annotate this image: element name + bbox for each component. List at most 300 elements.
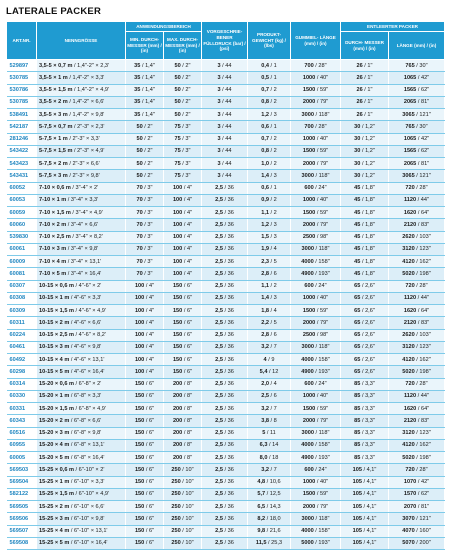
cell-e-durchmesser: 65 / 2,6" xyxy=(341,317,389,329)
nenngroesse-imperial: 2"-3" × 4,9' xyxy=(77,148,105,155)
nenngroesse-imperial: 6"-8" × 3,3' xyxy=(74,393,102,400)
nenngroesse-imperial: 6"-8" × 4,9' xyxy=(78,405,106,412)
cell-e-laenge-imperial: 83" xyxy=(420,417,430,424)
cell-min-durchmesser: 35 / 1,4" xyxy=(126,96,164,108)
cell-e-laenge-imperial: 28" xyxy=(419,466,428,473)
cell-fuelldruck-metric: 3 xyxy=(217,99,221,106)
cell-fuelldruck-imperial: 36 xyxy=(227,356,234,363)
cell-fuelldruck: 3 / 44 xyxy=(202,133,248,145)
cell-gummi-laenge-metric: 3000 xyxy=(301,172,314,179)
cell-e-durchmesser-metric: 45 xyxy=(354,270,361,277)
cell-max-durchmesser: 250 / 10" xyxy=(164,488,202,500)
cell-min-durchmesser-metric: 150 xyxy=(134,417,145,424)
cell-gewicht-imperial: 6 xyxy=(273,270,277,277)
nenngroesse-imperial: 6"-10" × 4,9' xyxy=(78,491,110,498)
cell-gummi-laenge-metric: 2000 xyxy=(302,99,316,106)
cell-gewicht-metric: 1,5 xyxy=(261,234,269,241)
cell-e-laenge-metric: 1065 xyxy=(403,74,417,81)
cell-nenngroesse: 10-15 × 3 m / 4"-6" × 9,8' xyxy=(37,341,126,353)
cell-gummi-laenge-metric: 3000 xyxy=(301,111,314,118)
header-fuelldruck: VORGESCHRIE- BENER FÜLLDRUCK (bar) / (psi) xyxy=(202,22,248,60)
cell-gewicht-imperial: 1 xyxy=(273,74,277,81)
cell-max-durchmesser-imperial: 2" xyxy=(185,87,191,94)
nenngroesse-imperial: 6"-8" × 13,1' xyxy=(74,442,105,449)
cell-fuelldruck-metric: 2,5 xyxy=(215,307,223,314)
cell-e-laenge-metric: 2120 xyxy=(403,319,417,326)
cell-max-durchmesser: 200 / 8" xyxy=(164,427,202,439)
cell-e-durchmesser: 85 / 3,3" xyxy=(341,415,389,427)
cell-max-durchmesser-metric: 150 xyxy=(172,368,183,375)
cell-fuelldruck-imperial: 44 xyxy=(225,136,232,143)
cell-min-durchmesser-metric: 50 xyxy=(136,160,143,167)
table-row xyxy=(7,476,445,488)
cell-e-laenge: 1120 / 44" xyxy=(389,194,445,206)
cell-e-durchmesser-imperial: 3,3" xyxy=(365,442,375,449)
cell-max-durchmesser-metric: 100 xyxy=(172,221,183,228)
cell-gewicht-metric: 8,0 xyxy=(259,454,268,461)
cell-min-durchmesser-metric: 150 xyxy=(134,405,145,412)
cell-e-laenge: 2620 / 103" xyxy=(389,231,445,243)
cell-max-durchmesser-imperial: 10" xyxy=(185,491,194,498)
cell-fuelldruck-metric: 2,5 xyxy=(215,332,223,339)
cell-gewicht-imperial: 4 xyxy=(273,246,277,253)
table-row xyxy=(7,501,445,513)
cell-min-durchmesser-metric: 150 xyxy=(134,540,145,547)
cell-gummi-laenge: 4000 / 158" xyxy=(291,525,341,537)
cell-art-nr: 530785 xyxy=(7,72,37,84)
cell-e-durchmesser: 85 / 3,3" xyxy=(341,427,389,439)
cell-max-durchmesser: 75 / 3" xyxy=(164,158,202,170)
cell-max-durchmesser: 150 / 6" xyxy=(164,341,202,353)
cell-gewicht: 2,8 / 6 xyxy=(248,268,291,280)
cell-min-durchmesser: 150 / 6" xyxy=(126,476,164,488)
cell-e-durchmesser: 85 / 3,3" xyxy=(341,452,389,464)
cell-max-durchmesser-metric: 100 xyxy=(172,270,183,277)
cell-nenngroesse: 15-20 × 4 m / 6"-8" × 13,1' xyxy=(37,439,126,451)
cell-min-durchmesser-imperial: 6" xyxy=(148,540,155,547)
cell-fuelldruck-metric: 2,5 xyxy=(215,356,223,363)
cell-min-durchmesser-metric: 35 xyxy=(134,111,141,118)
nenngroesse-imperial: 4"-6" × 4,9' xyxy=(78,307,106,314)
cell-fuelldruck-imperial: 36 xyxy=(227,466,234,473)
cell-fuelldruck-imperial: 44 xyxy=(225,87,232,94)
cell-nenngroesse: 10-15 × 2,5 m / 4"-6" × 8,2' xyxy=(37,329,126,341)
cell-min-durchmesser-imperial: 4" xyxy=(148,344,155,351)
cell-max-durchmesser-metric: 200 xyxy=(172,381,183,388)
cell-min-durchmesser-imperial: 6" xyxy=(148,405,155,412)
cell-nenngroesse: 15-25 × 3 m / 6"-10" × 9,8' xyxy=(37,513,126,525)
cell-e-durchmesser-imperial: 1,8" xyxy=(365,270,375,277)
cell-gewicht-metric: 1,8 xyxy=(261,307,269,314)
cell-art-nr: 60298 xyxy=(7,366,37,378)
cell-gummi-laenge: 3000 / 118" xyxy=(291,170,341,182)
table-row xyxy=(7,280,445,292)
cell-gummi-laenge-metric: 4900 xyxy=(301,368,314,375)
cell-nenngroesse: 7-10 × 4 m / 3"-4" × 13,1' xyxy=(37,256,126,268)
cell-min-durchmesser: 150 / 6" xyxy=(126,452,164,464)
cell-e-durchmesser-metric: 85 xyxy=(354,442,361,449)
cell-min-durchmesser-imperial: 3" xyxy=(147,221,153,228)
cell-e-durchmesser-imperial: 2,6" xyxy=(365,344,375,351)
cell-min-durchmesser: 35 / 1,4" xyxy=(126,109,164,121)
cell-e-laenge: 1120 / 44" xyxy=(389,390,445,402)
cell-gewicht: 1,4 / 3 xyxy=(248,170,291,182)
cell-e-laenge: 720 / 28" xyxy=(389,182,445,194)
table-row xyxy=(7,317,445,329)
cell-e-durchmesser-metric: 105 xyxy=(352,528,362,535)
cell-gummi-laenge-imperial: 24" xyxy=(318,466,327,473)
cell-e-laenge: 1565 / 62" xyxy=(389,145,445,157)
cell-min-durchmesser: 70 / 3" xyxy=(126,243,164,255)
cell-nenngroesse: 7-10 × 1,5 m / 3"-4" × 4,9' xyxy=(37,207,126,219)
cell-fuelldruck-imperial: 36 xyxy=(227,234,234,241)
cell-gewicht-imperial: 3 xyxy=(273,111,277,118)
cell-e-durchmesser-metric: 26 xyxy=(356,87,363,94)
cell-max-durchmesser-imperial: 10" xyxy=(185,503,194,510)
cell-art-nr: 60009 xyxy=(7,256,37,268)
cell-max-durchmesser-metric: 150 xyxy=(172,356,183,363)
cell-e-laenge-metric: 1065 xyxy=(403,136,417,143)
cell-e-laenge-metric: 5020 xyxy=(402,454,415,461)
cell-art-nr: 60516 xyxy=(7,427,37,439)
cell-nenngroesse: 3,5-5 × 1,5 m / 1,4"-2" × 4,9' xyxy=(37,84,126,96)
nenngroesse-metric: 15-25 × 5 m xyxy=(39,540,70,547)
table-row xyxy=(7,537,445,549)
cell-gewicht-metric: 1,2 xyxy=(261,111,269,118)
cell-max-durchmesser-metric: 250 xyxy=(171,540,181,547)
cell-e-durchmesser-imperial: 3,3" xyxy=(365,393,375,400)
cell-art-nr: 530786 xyxy=(7,84,37,96)
nenngroesse-imperial: 6"-8" × 9,8' xyxy=(74,430,102,437)
cell-nenngroesse: 7-10 × 0,6 m / 3"-4" × 2' xyxy=(37,182,126,194)
cell-fuelldruck-metric: 2,5 xyxy=(215,515,223,522)
cell-art-nr: 60955 xyxy=(7,439,37,451)
nenngroesse-metric: 7-10 × 2 m xyxy=(39,221,67,228)
cell-gummi-laenge-imperial: 40" xyxy=(319,393,329,400)
cell-e-laenge-imperial: 121" xyxy=(419,172,431,179)
cell-min-durchmesser-metric: 150 xyxy=(134,515,145,522)
nenngroesse-metric: 15-25 × 1,5 m xyxy=(39,491,74,498)
cell-gummi-laenge-metric: 4000 xyxy=(301,356,314,363)
nenngroesse-imperial: 3"-4" × 2' xyxy=(75,185,99,192)
cell-nenngroesse: 15-25 × 0,6 m / 6"-10" × 2' xyxy=(37,464,126,476)
cell-gummi-laenge-metric: 1500 xyxy=(302,405,316,412)
cell-e-durchmesser-metric: 65 xyxy=(354,283,361,290)
nenngroesse-metric: 3,5-5 × 1,5 m xyxy=(39,87,73,94)
nenngroesse-metric: 15-20 × 0,6 m xyxy=(39,381,74,388)
cell-gummi-laenge-metric: 1000 xyxy=(302,197,316,204)
cell-nenngroesse: 7-10 × 5 m / 3"-4" × 16,4' xyxy=(37,268,126,280)
cell-min-durchmesser: 150 / 6" xyxy=(126,415,164,427)
cell-e-durchmesser-metric: 30 xyxy=(354,123,361,130)
cell-fuelldruck-metric: 2,5 xyxy=(215,540,223,547)
cell-gewicht: 1,2 / 3 xyxy=(248,219,291,231)
cell-art-nr: 582122 xyxy=(7,488,37,500)
cell-fuelldruck-imperial: 36 xyxy=(227,197,234,204)
cell-gewicht: 1,1 / 2 xyxy=(248,280,291,292)
cell-fuelldruck: 2,5 / 36 xyxy=(202,292,248,304)
cell-e-durchmesser-metric: 65 xyxy=(354,344,361,351)
cell-gewicht: 1,2 / 3 xyxy=(248,109,291,121)
cell-max-durchmesser: 100 / 4" xyxy=(164,182,202,194)
cell-gummi-laenge-metric: 3000 xyxy=(301,246,314,253)
table-row xyxy=(7,96,445,108)
cell-nenngroesse: 10-15 × 0,6 m / 4"-6" × 2' xyxy=(37,280,126,292)
cell-max-durchmesser-metric: 200 xyxy=(172,430,183,437)
cell-fuelldruck-imperial: 44 xyxy=(225,160,232,167)
cell-nenngroesse: 10-15 × 5 m / 4"-6" × 16,4' xyxy=(37,366,126,378)
cell-max-durchmesser: 75 / 3" xyxy=(164,145,202,157)
cell-gewicht: 3,2 / 7 xyxy=(248,341,291,353)
cell-gewicht-metric: 2,3 xyxy=(261,258,269,265)
cell-max-durchmesser-imperial: 6" xyxy=(186,319,193,326)
cell-gummi-laenge-imperial: 118" xyxy=(318,111,330,118)
cell-e-durchmesser-imperial: 2,6" xyxy=(365,332,375,339)
cell-gewicht-imperial: 12 xyxy=(272,368,279,375)
cell-art-nr: 543422 xyxy=(7,145,37,157)
cell-fuelldruck-metric: 3 xyxy=(217,160,221,167)
cell-max-durchmesser-metric: 150 xyxy=(172,307,183,314)
nenngroesse-imperial: 6"-10" × 3,3' xyxy=(74,479,105,486)
cell-gummi-laenge: 1000 / 40" xyxy=(291,194,341,206)
cell-gewicht: 1,9 / 4 xyxy=(248,243,291,255)
cell-fuelldruck: 2,5 / 36 xyxy=(202,403,248,415)
cell-e-durchmesser-metric: 45 xyxy=(354,197,361,204)
cell-e-laenge: 1570 / 62" xyxy=(389,488,445,500)
cell-art-nr: 543431 xyxy=(7,170,37,182)
cell-gummi-laenge-metric: 4000 xyxy=(301,442,314,449)
cell-gewicht-imperial: 7 xyxy=(273,405,277,412)
cell-e-durchmesser-metric: 45 xyxy=(354,234,361,241)
cell-fuelldruck-imperial: 36 xyxy=(227,491,234,498)
cell-gewicht-metric: 4,8 xyxy=(257,479,266,486)
cell-e-laenge-imperial: 64" xyxy=(420,209,430,216)
cell-min-durchmesser-imperial: 3" xyxy=(147,209,153,216)
cell-min-durchmesser-imperial: 2" xyxy=(147,172,153,179)
cell-max-durchmesser: 150 / 6" xyxy=(164,329,202,341)
cell-min-durchmesser: 70 / 3" xyxy=(126,182,164,194)
cell-min-durchmesser: 100 / 4" xyxy=(126,317,164,329)
table-row xyxy=(7,72,445,84)
cell-e-durchmesser-metric: 105 xyxy=(352,503,362,510)
cell-gummi-laenge-metric: 1000 xyxy=(302,136,316,143)
cell-fuelldruck: 2,5 / 36 xyxy=(202,427,248,439)
cell-fuelldruck: 2,5 / 36 xyxy=(202,329,248,341)
cell-e-durchmesser-imperial: 4,1" xyxy=(366,528,377,535)
cell-max-durchmesser-imperial: 10" xyxy=(185,540,194,547)
cell-max-durchmesser-imperial: 4" xyxy=(186,221,193,228)
cell-gummi-laenge-metric: 1500 xyxy=(302,87,316,94)
cell-gummi-laenge-metric: 1000 xyxy=(302,295,316,302)
cell-min-durchmesser-imperial: 6" xyxy=(148,381,155,388)
cell-e-laenge-imperial: 81" xyxy=(420,99,430,106)
cell-e-laenge-imperial: 162" xyxy=(419,356,431,363)
cell-e-durchmesser: 65 / 2,6" xyxy=(341,366,389,378)
cell-art-nr: 569507 xyxy=(7,525,37,537)
cell-e-durchmesser-imperial: 1,8" xyxy=(365,209,375,216)
cell-art-nr: 60081 xyxy=(7,268,37,280)
cell-gummi-laenge-metric: 1500 xyxy=(302,209,316,216)
table-body xyxy=(7,60,445,550)
cell-gewicht: 0,9 / 2 xyxy=(248,194,291,206)
cell-min-durchmesser: 100 / 4" xyxy=(126,280,164,292)
cell-gewicht: 0,7 / 2 xyxy=(248,133,291,145)
cell-min-durchmesser-imperial: 6" xyxy=(148,491,155,498)
cell-e-durchmesser-metric: 85 xyxy=(354,417,361,424)
nenngroesse-imperial: 6"-8" × 6,6' xyxy=(74,417,102,424)
cell-fuelldruck-metric: 2,5 xyxy=(215,381,223,388)
table-row xyxy=(7,329,445,341)
cell-fuelldruck: 2,5 / 36 xyxy=(202,219,248,231)
cell-gewicht-metric: 0,5 xyxy=(261,74,269,81)
cell-fuelldruck-metric: 3 xyxy=(217,148,221,155)
cell-max-durchmesser: 200 / 8" xyxy=(164,415,202,427)
cell-min-durchmesser-metric: 150 xyxy=(134,491,145,498)
cell-min-durchmesser-metric: 70 xyxy=(136,270,143,277)
cell-gewicht-imperial: 1 xyxy=(273,185,277,192)
cell-min-durchmesser-imperial: 1,4" xyxy=(145,74,155,81)
cell-e-durchmesser-imperial: 1" xyxy=(367,74,373,81)
cell-e-durchmesser-metric: 30 xyxy=(354,160,361,167)
cell-min-durchmesser: 35 / 1,4" xyxy=(126,60,164,72)
cell-fuelldruck-metric: 2,5 xyxy=(215,503,223,510)
cell-e-laenge-imperial: 200" xyxy=(419,540,431,547)
cell-fuelldruck-imperial: 44 xyxy=(225,123,232,130)
cell-fuelldruck: 2,5 / 36 xyxy=(202,243,248,255)
cell-max-durchmesser: 50 / 2" xyxy=(164,109,202,121)
cell-max-durchmesser-imperial: 10" xyxy=(185,466,194,473)
cell-gummi-laenge-imperial: 158" xyxy=(318,528,330,535)
table-row xyxy=(7,464,445,476)
nenngroesse-metric: 7-10 × 4 m xyxy=(39,258,67,265)
cell-e-durchmesser: 105 / 4,1" xyxy=(341,464,389,476)
cell-art-nr: 60059 xyxy=(7,207,37,219)
cell-fuelldruck-imperial: 36 xyxy=(227,332,234,339)
table-row xyxy=(7,378,445,390)
cell-max-durchmesser-metric: 50 xyxy=(174,111,181,118)
cell-min-durchmesser: 150 / 6" xyxy=(126,464,164,476)
cell-max-durchmesser: 200 / 8" xyxy=(164,403,202,415)
cell-min-durchmesser-imperial: 1,4" xyxy=(145,62,155,69)
cell-e-durchmesser-metric: 85 xyxy=(354,454,361,461)
cell-art-nr: 569503 xyxy=(7,464,37,476)
cell-gewicht-metric: 0,8 xyxy=(261,99,269,106)
cell-gewicht-imperial: 11 xyxy=(269,430,276,437)
cell-max-durchmesser-metric: 50 xyxy=(174,62,181,69)
cell-fuelldruck-metric: 3 xyxy=(217,111,221,118)
cell-e-laenge: 5070 / 200" xyxy=(389,537,445,549)
cell-max-durchmesser-metric: 100 xyxy=(172,234,183,241)
cell-gewicht-metric: 1,1 xyxy=(261,209,269,216)
cell-max-durchmesser-imperial: 4" xyxy=(186,209,193,216)
cell-gummi-laenge: 1000 / 40" xyxy=(291,390,341,402)
cell-fuelldruck: 2,5 / 36 xyxy=(202,256,248,268)
cell-e-durchmesser: 45 / 1,8" xyxy=(341,243,389,255)
cell-fuelldruck: 2,5 / 36 xyxy=(202,537,248,549)
cell-nenngroesse: 15-20 × 0,6 m / 6"-8" × 2' xyxy=(37,378,126,390)
cell-fuelldruck: 3 / 44 xyxy=(202,96,248,108)
nenngroesse-imperial: 6"-10" × 2' xyxy=(78,466,105,473)
cell-min-durchmesser: 150 / 6" xyxy=(126,427,164,439)
cell-max-durchmesser-metric: 50 xyxy=(174,87,181,94)
cell-nenngroesse: 15-20 × 3 m / 6"-8" × 9,8' xyxy=(37,427,126,439)
cell-e-durchmesser: 26 / 1" xyxy=(341,84,389,96)
cell-gewicht-imperial: 4 xyxy=(273,381,277,388)
cell-e-laenge-metric: 720 xyxy=(405,283,415,290)
cell-gummi-laenge-imperial: 193" xyxy=(318,270,330,277)
cell-fuelldruck-imperial: 36 xyxy=(227,246,234,253)
cell-gewicht-imperial: 8 xyxy=(273,417,277,424)
cell-gummi-laenge-imperial: 98" xyxy=(319,234,329,241)
cell-max-durchmesser-imperial: 3" xyxy=(185,160,191,167)
cell-gewicht: 0,8 / 2 xyxy=(248,96,291,108)
cell-e-laenge-metric: 1620 xyxy=(403,307,417,314)
cell-gummi-laenge: 2000 / 79" xyxy=(291,415,341,427)
cell-fuelldruck: 2,5 / 36 xyxy=(202,488,248,500)
cell-min-durchmesser-metric: 100 xyxy=(134,295,145,302)
cell-e-laenge: 1620 / 64" xyxy=(389,305,445,317)
cell-fuelldruck-metric: 2,5 xyxy=(215,442,223,449)
nenngroesse-metric: 5-7,5 × 0,7 m xyxy=(39,123,73,130)
cell-gewicht: 0,8 / 2 xyxy=(248,145,291,157)
cell-gummi-laenge-metric: 3000 xyxy=(301,515,314,522)
cell-gummi-laenge: 1500 / 59" xyxy=(291,84,341,96)
cell-fuelldruck-imperial: 44 xyxy=(225,172,232,179)
cell-max-durchmesser: 50 / 2" xyxy=(164,84,202,96)
cell-art-nr: 60331 xyxy=(7,403,37,415)
cell-e-laenge-metric: 2065 xyxy=(403,99,417,106)
table-row xyxy=(7,84,445,96)
cell-fuelldruck: 2,5 / 36 xyxy=(202,207,248,219)
cell-max-durchmesser: 75 / 3" xyxy=(164,133,202,145)
cell-nenngroesse: 7-10 × 2 m / 3"-4" × 6,6' xyxy=(37,219,126,231)
cell-max-durchmesser-metric: 200 xyxy=(172,442,183,449)
cell-max-durchmesser-imperial: 8" xyxy=(186,393,193,400)
cell-e-durchmesser: 26 / 1" xyxy=(341,72,389,84)
cell-min-durchmesser-metric: 100 xyxy=(134,344,145,351)
cell-max-durchmesser: 75 / 3" xyxy=(164,121,202,133)
table-row xyxy=(7,292,445,304)
nenngroesse-imperial: 2"-3" × 6,6' xyxy=(72,160,100,167)
cell-min-durchmesser-imperial: 1,4" xyxy=(145,87,155,94)
nenngroesse-metric: 15-25 × 0,6 m xyxy=(39,466,74,473)
cell-gummi-laenge-imperial: 59" xyxy=(319,209,329,216)
nenngroesse-imperial: 4"-6" × 8,2' xyxy=(78,332,106,339)
cell-nenngroesse: 15-20 × 2 m / 6"-8" × 6,6' xyxy=(37,415,126,427)
cell-e-laenge-imperial: 28" xyxy=(419,185,428,192)
cell-max-durchmesser-imperial: 6" xyxy=(186,344,193,351)
table-row xyxy=(7,305,445,317)
cell-e-laenge: 765 / 30" xyxy=(389,60,445,72)
cell-gummi-laenge: 3000 / 118" xyxy=(291,427,341,439)
cell-e-durchmesser: 65 / 2,6" xyxy=(341,280,389,292)
cell-e-durchmesser-imperial: 3,3" xyxy=(365,417,375,424)
cell-e-laenge-metric: 1070 xyxy=(403,479,417,486)
cell-nenngroesse: 7-10 × 2,5 m / 3"-4" × 8,2' xyxy=(37,231,126,243)
nenngroesse-imperial: 6"-8" × 16,4' xyxy=(74,454,105,461)
cell-e-laenge-metric: 3120 xyxy=(402,246,415,253)
cell-nenngroesse: 3,5-5 × 2 m / 1,4"-2" × 6,6' xyxy=(37,96,126,108)
cell-e-durchmesser: 45 / 1,8" xyxy=(341,268,389,280)
cell-min-durchmesser-imperial: 6" xyxy=(148,442,155,449)
cell-gummi-laenge-imperial: 40" xyxy=(319,136,329,143)
table-row xyxy=(7,60,445,72)
cell-gummi-laenge-imperial: 79" xyxy=(319,160,329,167)
cell-fuelldruck-imperial: 36 xyxy=(227,344,234,351)
cell-fuelldruck-imperial: 36 xyxy=(227,479,234,486)
cell-fuelldruck-metric: 2,5 xyxy=(215,197,223,204)
cell-max-durchmesser-metric: 100 xyxy=(172,185,183,192)
